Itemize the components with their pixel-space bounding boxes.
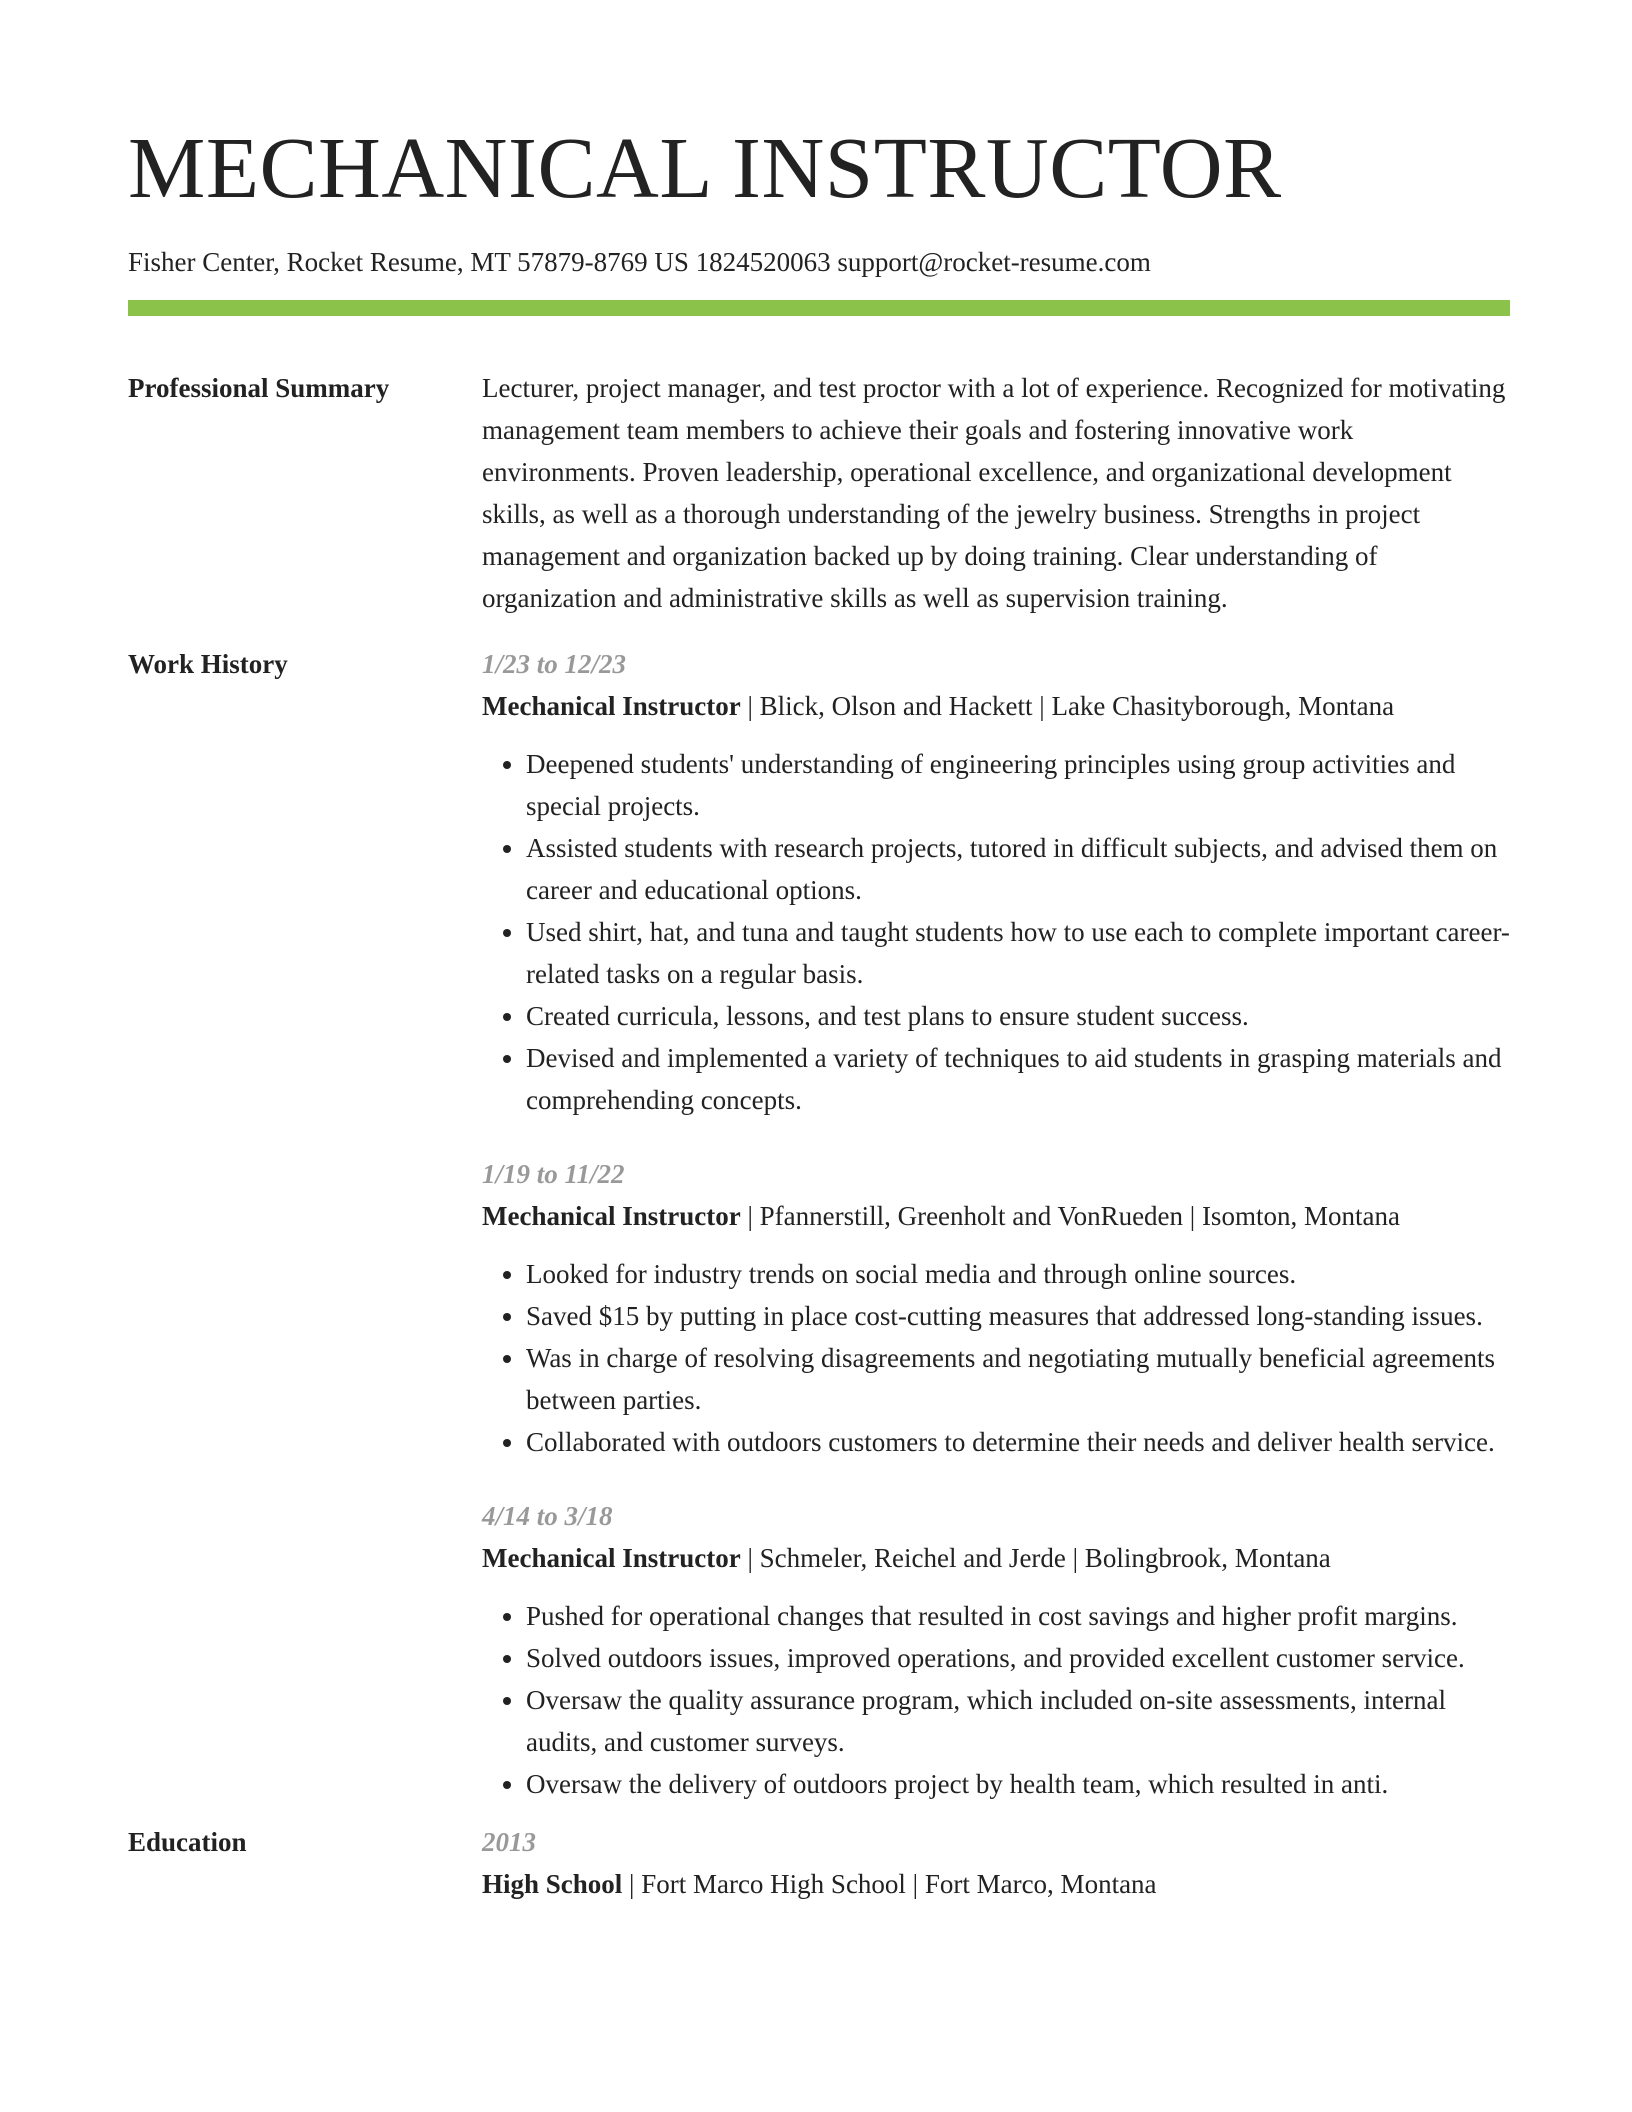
- job-bullet: • Saved $15 by putting in place cost-cutting measures that addressed long-standing issues.: [526, 1295, 1510, 1337]
- job-role-line: [482, 1195, 1510, 1237]
- job-bullet: • Assisted students with research projects, tutored in difficult subjects, and advised them on career and educational options.: [526, 827, 1510, 911]
- job-bullet: • Was in charge of resolving disagreements and negotiating mutually beneficial agreements between parties.: [526, 1337, 1510, 1421]
- job-title: Mechanical Instructor: [482, 691, 741, 721]
- job-bullet: • Solved outdoors issues, improved operations, and provided excellent customer service.: [526, 1637, 1510, 1679]
- job-bullet: • Pushed for operational changes that resulted in cost savings and higher profit margins.: [526, 1595, 1510, 1637]
- work-history-heading: Work History: [128, 649, 288, 679]
- header-divider: [128, 300, 1510, 316]
- job-role-line: [482, 685, 1510, 727]
- job-bullet: • Collaborated with outdoors customers to determine their needs and deliver health service.: [526, 1421, 1510, 1463]
- education-heading: Education: [128, 1827, 247, 1857]
- job-bullet: • Created curricula, lessons, and test plans to ensure student success.: [526, 995, 1510, 1037]
- work-history-section: [128, 643, 1510, 1805]
- job-employer-location: | Schmeler, Reichel and Jerde | Bolingbrook, Montana: [740, 1543, 1331, 1573]
- education-entry: [482, 1821, 1510, 1905]
- job-employer-location: | Blick, Olson and Hackett | Lake Chasityborough, Montana: [740, 691, 1395, 721]
- job-bullet: • Deepened students' understanding of engineering principles using group activities and special projects.: [526, 743, 1510, 827]
- job-bullet: • Oversaw the quality assurance program, which included on-site assessments, internal audits, and customer surveys.: [526, 1679, 1510, 1763]
- summary-heading: Professional Summary: [128, 373, 390, 403]
- job-bullet: • Devised and implemented a variety of techniques to aid students in grasping materials and comprehending concepts.: [526, 1037, 1510, 1121]
- education-list: [482, 1821, 1510, 1905]
- job-dates: 1/23 to 12/23: [482, 649, 627, 679]
- summary-text: Lecturer, project manager, and test proctor with a lot of experience. Recognized for motivating management team members to achieve their goals and fostering innovative work environments. Proven leadership, operational excellence, and organizational development skills, as well as a thorough understanding of the jewelry business. Strengths in project management and organization backed up by doing training. Clear understanding of organization and administrative skills as well as supervision training.: [482, 373, 1506, 613]
- job-bullet: • Oversaw the delivery of outdoors project by health team, which resulted in anti.: [526, 1763, 1510, 1805]
- work-history-list: [482, 643, 1510, 1805]
- job-bullet: • Used shirt, hat, and tuna and taught students how to use each to complete important career-related tasks on a regular basis.: [526, 911, 1510, 995]
- job-bullets: [482, 1595, 1510, 1805]
- summary-section: [128, 367, 1510, 619]
- job-entry: [482, 1153, 1510, 1463]
- job-title: Mechanical Instructor: [482, 1543, 741, 1573]
- job-dates: 1/19 to 11/22: [482, 1159, 625, 1189]
- job-title: Mechanical Instructor: [482, 1201, 741, 1231]
- education-degree: High School: [482, 1869, 623, 1899]
- job-bullet: • Looked for industry trends on social media and through online sources.: [526, 1253, 1510, 1295]
- education-dates: 2013: [482, 1827, 536, 1857]
- resume-name: MECHANICAL INSTRUCTOR: [128, 119, 1282, 216]
- job-entry: [482, 643, 1510, 1121]
- education-section: [128, 1821, 1510, 1905]
- job-entry: [482, 1495, 1510, 1805]
- education-degree-line: [482, 1863, 1510, 1905]
- job-role-line: [482, 1537, 1510, 1579]
- job-bullets: [482, 1253, 1510, 1463]
- education-school-location: | Fort Marco High School | Fort Marco, Montana: [622, 1869, 1157, 1899]
- job-dates: 4/14 to 3/18: [482, 1501, 613, 1531]
- job-bullets: [482, 743, 1510, 1121]
- resume-page: [128, 0, 1510, 1905]
- job-employer-location: | Pfannerstill, Greenholt and VonRueden | Isomton, Montana: [740, 1201, 1400, 1231]
- contact-line: Fisher Center, Rocket Resume, MT 57879-8769 US 1824520063 support@rocket-resume.com: [128, 247, 1151, 277]
